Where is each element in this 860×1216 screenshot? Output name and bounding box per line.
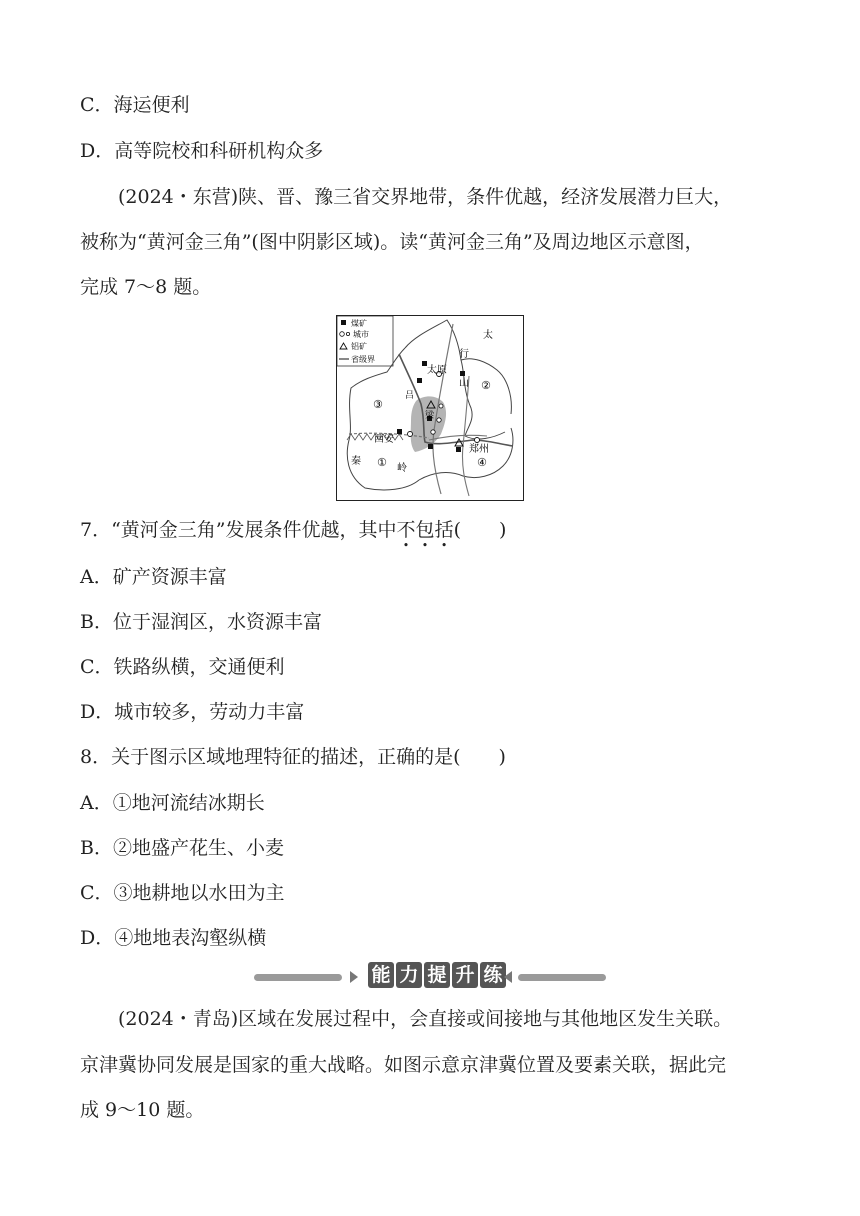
intro-line-1: (2024・东营)陕、晋、豫三省交界地带，条件优越，经济发展潜力巨大， [118,186,733,208]
intro2-line-1: (2024・青岛)区域在发展过程中，会直接或间接地与其他地区发生关联。 [118,1008,733,1030]
section-char: 力 [396,962,422,988]
label-zhengzhou: 郑州 [469,444,489,455]
q8-stem: 8．关于图示区域地理特征的描述，正确的是( ) [80,746,506,768]
label-num-3: ③ [373,398,383,411]
svg-text:梁: 梁 [425,411,435,421]
svg-text:岭: 岭 [397,463,407,474]
section-char: 提 [424,962,450,988]
label-num-2: ② [481,379,491,392]
option-d-prev: D．高等院校和科研机构众多 [80,140,324,162]
legend-city: 城市 [353,330,369,339]
label-taiyuan: 太原 [427,365,447,376]
svg-text:太: 太 [483,330,493,341]
legend-coal-icon [341,320,346,325]
label-xian: 西安 [374,434,394,445]
svg-text:山: 山 [459,378,469,389]
section-char: 升 [452,962,478,988]
svg-text:行: 行 [459,349,469,360]
q8-option-d[interactable]: D．④地地表沟壑纵横 [80,927,267,949]
q8-option-a[interactable]: A．①地河流结冰期长 [80,792,265,814]
q8-option-c[interactable]: C．③地耕地以水田为主 [80,882,285,904]
q7-option-a[interactable]: A．矿产资源丰富 [80,566,227,588]
section-banner [254,962,606,992]
q7-stem: 7．“黄河金三角”发展条件优越，其中不包括( ) [80,519,507,541]
section-char: 能 [368,962,394,988]
option-c-prev: C．海运便利 [80,94,190,116]
label-num-4: ④ [477,456,487,469]
section-char: 练 [480,962,506,988]
svg-text:吕: 吕 [405,391,415,401]
legend-boundary: 省级界 [351,355,375,364]
intro-line-2: 被称为“黄河金三角”(图中阴影区域)。读“黄河金三角”及周边地区示意图， [80,231,704,253]
legend-coal: 煤矿 [351,319,367,328]
svg-text:秦: 秦 [351,456,361,467]
q8-option-b[interactable]: B．②地盛产花生、小麦 [80,837,284,859]
legend-aluminum: 铝矿 [351,342,367,351]
intro2-line-3: 成 9～10 题。 [80,1099,205,1121]
label-num-1: ① [377,456,387,469]
yellow-river-golden-triangle-map [336,315,524,501]
q7-option-c[interactable]: C．铁路纵横，交通便利 [80,656,285,678]
q7-option-d[interactable]: D．城市较多，劳动力丰富 [80,701,305,723]
intro2-line-2: 京津冀协同发展是国家的重大战略。如图示意京津冀位置及要素关联，据此完 [80,1054,727,1076]
intro-line-3: 完成 7～8 题。 [80,276,212,298]
q7-option-b[interactable]: B．位于湿润区，水资源丰富 [80,611,322,633]
